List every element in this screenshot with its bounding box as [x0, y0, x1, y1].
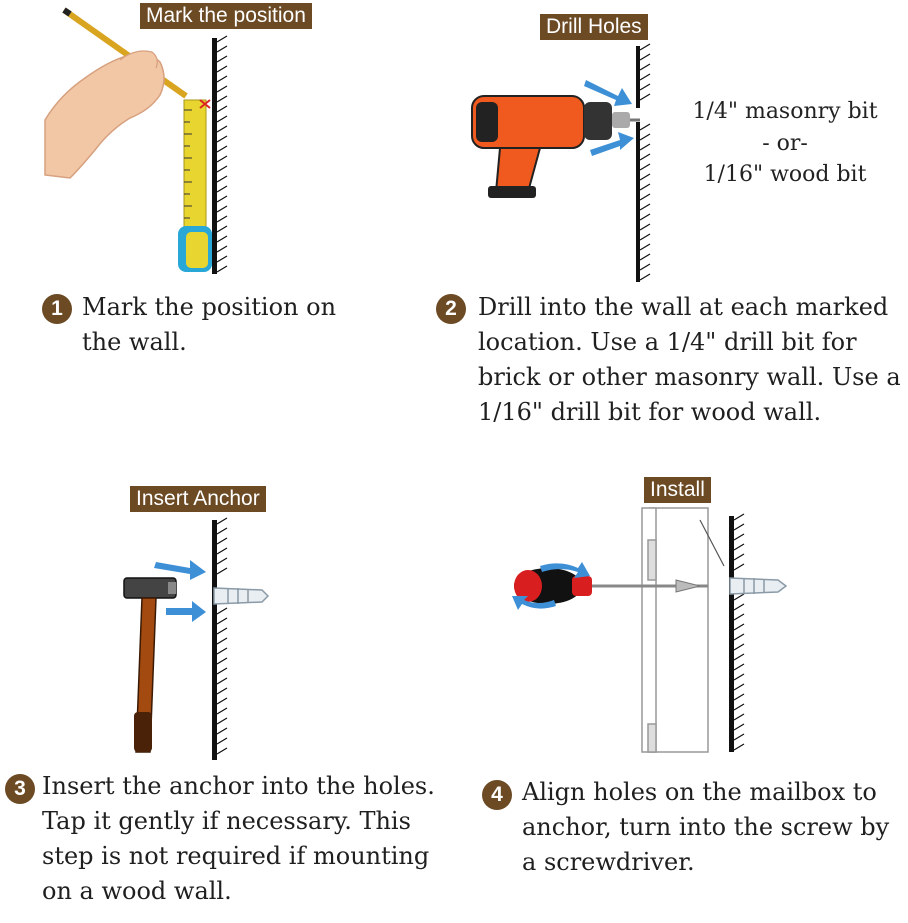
step-4-tag: Install — [644, 477, 711, 503]
step-4-number-badge: 4 — [482, 780, 512, 810]
step-3-number-badge: 3 — [5, 774, 35, 804]
step-1-number-badge: 1 — [42, 294, 72, 324]
bit-note-line-2: - or- — [762, 131, 808, 156]
mailbox-icon — [642, 508, 724, 752]
step-1-tag: Mark the position — [140, 3, 312, 29]
step-3-text: Insert the anchor into the holes. Tap it gently if necessary. This step is not required if mounting on a wood wall. — [42, 772, 435, 905]
bit-note-line-1: 1/4" masonry bit — [692, 99, 878, 124]
step-2-tag: Drill Holes — [540, 14, 648, 40]
step-3-tag: Insert Anchor — [130, 486, 266, 512]
step-2-text: Drill into the wall at each marked location. Use a 1/4" drill bit for brick or other masonry wall. Use a 1/16" drill bit for wood wall. — [478, 293, 901, 426]
bit-note-line-3: 1/16" wood bit — [703, 162, 867, 187]
wall-icon — [729, 514, 744, 752]
anchor-icon — [730, 578, 786, 594]
step-2-number-badge: 2 — [436, 294, 466, 324]
step-1-text: Mark the position on the wall. — [82, 293, 337, 356]
step-4-text: Align holes on the mailbox to anchor, turn into the screw by a screwdriver. — [522, 778, 890, 876]
